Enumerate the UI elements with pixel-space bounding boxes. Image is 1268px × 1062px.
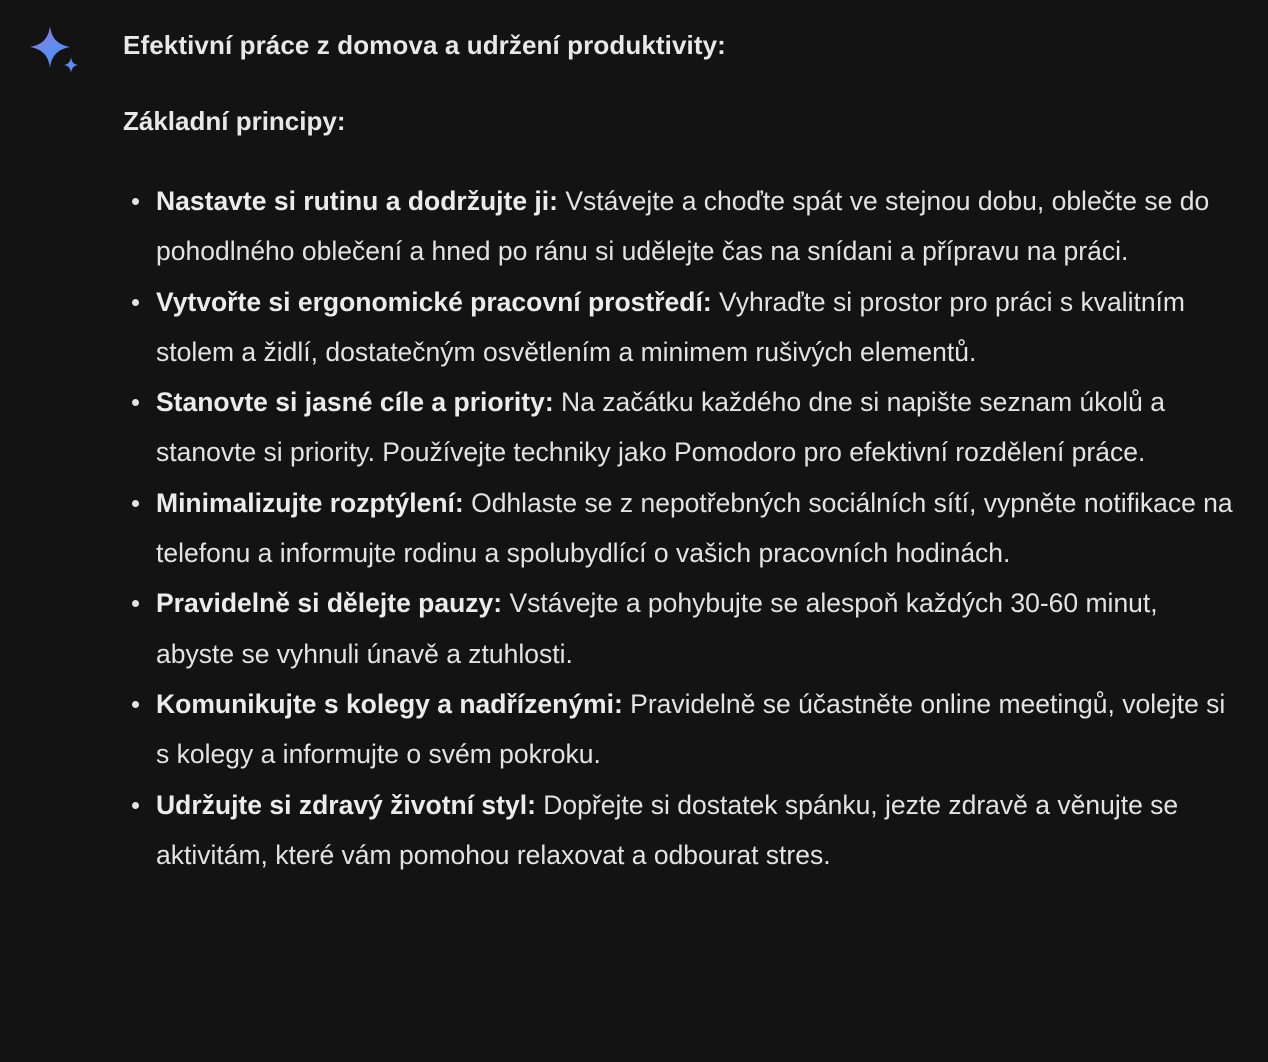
item-lead: Minimalizujte rozptýlení: xyxy=(156,487,464,518)
item-text: Vstávejte a choďte spát ve stejnou dobu, oblečte se do pohodlného oblečení a hned po ránu si udělejte čas na snídani a přípravu na práci. xyxy=(156,186,1210,267)
list-item xyxy=(123,780,1233,881)
list-item xyxy=(123,277,1233,378)
item-text: Pravidelně se účastněte online meetingů, volejte si s kolegy a informujte o svém pokroku. xyxy=(156,688,1226,770)
bullet-icon xyxy=(132,399,139,406)
item-lead: Pravidelně si dělejte pauzy: xyxy=(156,588,503,619)
item-lead: Stanovte si jasné cíle a priority: xyxy=(156,387,554,418)
bullet-icon xyxy=(132,802,139,809)
list-item xyxy=(123,478,1233,579)
item-lead: Komunikujte s kolegy a nadřízenými: xyxy=(156,688,623,719)
item-text: Odhlaste se z nepotřebných sociálních sítí, vypněte notifikace na telefonu a informujte rodinu a spolubydlící o vašich pracovních hodinách. xyxy=(156,487,1233,569)
item-lead: Vytvořte si ergonomické pracovní prostředí: xyxy=(156,286,712,317)
bullet-icon xyxy=(132,600,139,607)
response-content xyxy=(123,22,1233,880)
list-item xyxy=(123,176,1233,277)
item-lead: Nastavte si rutinu a dodržujte ji: xyxy=(156,186,558,216)
response-title: Efektivní práce z domova a udržení produktivity: xyxy=(123,30,726,60)
item-lead: Udržujte si zdravý životní styl: xyxy=(156,789,536,820)
principles-list xyxy=(123,176,1233,880)
list-item xyxy=(123,578,1233,679)
bullet-icon xyxy=(132,198,139,205)
item-text: Vstávejte a pohybujte se alespoň každých 30-60 minut, abyste se vyhnuli únavě a ztuhlosti. xyxy=(156,588,1158,669)
item-text: Dopřejte si dostatek spánku, jezte zdravě a věnujte se aktivitám, které vám pomohou relaxovat a odbourat stres. xyxy=(156,789,1179,870)
bullet-icon xyxy=(132,299,139,306)
list-item xyxy=(123,679,1233,780)
list-item xyxy=(123,377,1233,478)
bullet-icon xyxy=(132,701,139,708)
item-text: Vyhraďte si prostor pro práci s kvalitním stolem a židlí, dostatečným osvětlením a minimem rušivých elementů. xyxy=(156,286,1185,367)
item-text: Na začátku každého dne si napište seznam úkolů a stanovte si priority. Používejte techniky jako Pomodoro pro efektivní rozdělení práce. xyxy=(156,387,1165,468)
section-heading: Základní principy: xyxy=(123,106,346,136)
gemini-sparkle-icon xyxy=(26,24,84,80)
bullet-icon xyxy=(132,500,139,507)
